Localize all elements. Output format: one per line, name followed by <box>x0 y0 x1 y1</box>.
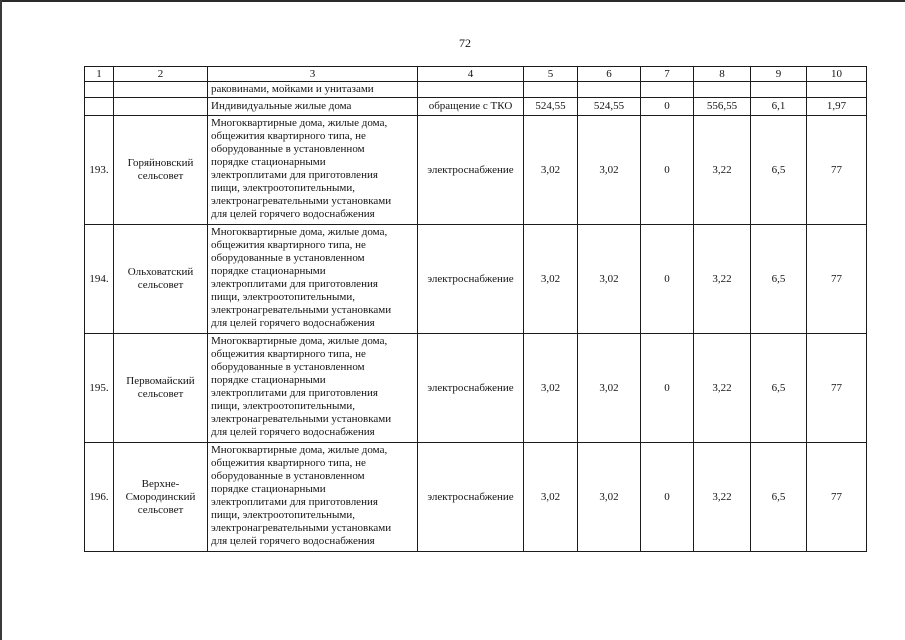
column-header: 1 <box>85 67 114 82</box>
table-row <box>85 116 867 225</box>
scan-edge-top <box>0 0 905 2</box>
service-cell: обращение с ТКО <box>418 98 524 116</box>
row-number-cell: 195. <box>85 334 114 443</box>
table-row <box>85 98 867 116</box>
row-number-cell: 196. <box>85 443 114 552</box>
service-cell: электроснабжение <box>418 116 524 225</box>
value-cell: 1,97 <box>807 98 867 116</box>
service-cell: электроснабжение <box>418 225 524 334</box>
data-table <box>84 66 867 552</box>
value-cell <box>751 82 807 98</box>
value-cell: 3,22 <box>694 225 751 334</box>
row-number-cell: 194. <box>85 225 114 334</box>
value-cell <box>694 82 751 98</box>
row-number-cell <box>85 98 114 116</box>
table-row <box>85 82 867 98</box>
table-row <box>85 443 867 552</box>
value-cell: 77 <box>807 334 867 443</box>
settlement-cell: Первомайский сельсовет <box>114 334 208 443</box>
column-header: 3 <box>208 67 418 82</box>
value-cell: 524,55 <box>524 98 578 116</box>
housing-type-cell: Многоквартирные дома, жилые дома, общежития квартирного типа, не оборудованные в установленном порядке стационарными электроплитами для приготовления пищи, электроотопительными, электронагревательными установками для целей горячего водоснабжения <box>208 116 418 225</box>
column-header: 6 <box>578 67 641 82</box>
table-row <box>85 334 867 443</box>
settlement-cell: Ольховатский сельсовет <box>114 225 208 334</box>
housing-type-cell: Многоквартирные дома, жилые дома, общежития квартирного типа, не оборудованные в установленном порядке стационарными электроплитами для приготовления пищи, электроотопительными, электронагревательными установками для целей горячего водоснабжения <box>208 225 418 334</box>
housing-type-cell: Многоквартирные дома, жилые дома, общежития квартирного типа, не оборудованные в установленном порядке стационарными электроплитами для приготовления пищи, электроотопительными, электронагревательными установками для целей горячего водоснабжения <box>208 334 418 443</box>
value-cell: 556,55 <box>694 98 751 116</box>
column-header: 7 <box>641 67 694 82</box>
value-cell: 3,02 <box>524 116 578 225</box>
value-cell <box>641 82 694 98</box>
service-cell: электроснабжение <box>418 443 524 552</box>
value-cell: 3,02 <box>524 334 578 443</box>
column-header: 4 <box>418 67 524 82</box>
value-cell: 3,22 <box>694 443 751 552</box>
value-cell: 6,5 <box>751 334 807 443</box>
housing-type-cell: раковинами, мойками и унитазами <box>208 82 418 98</box>
settlement-cell <box>114 82 208 98</box>
table-row <box>85 225 867 334</box>
row-number-cell <box>85 82 114 98</box>
column-header: 9 <box>751 67 807 82</box>
value-cell: 3,22 <box>694 116 751 225</box>
value-cell: 6,5 <box>751 225 807 334</box>
value-cell: 0 <box>641 443 694 552</box>
service-cell <box>418 82 524 98</box>
value-cell: 6,1 <box>751 98 807 116</box>
value-cell: 3,02 <box>578 225 641 334</box>
value-cell: 0 <box>641 225 694 334</box>
value-cell: 6,5 <box>751 116 807 225</box>
settlement-cell: Горяйновский сельсовет <box>114 116 208 225</box>
housing-type-cell: Индивидуальные жилые дома <box>208 98 418 116</box>
row-number-cell: 193. <box>85 116 114 225</box>
column-header: 5 <box>524 67 578 82</box>
value-cell: 3,02 <box>524 225 578 334</box>
settlement-cell: Верхне- Смородинский сельсовет <box>114 443 208 552</box>
scan-edge-left <box>0 0 2 640</box>
table-header-row <box>85 67 867 82</box>
value-cell: 77 <box>807 443 867 552</box>
value-cell: 524,55 <box>578 98 641 116</box>
value-cell: 77 <box>807 225 867 334</box>
housing-type-cell: Многоквартирные дома, жилые дома, общежития квартирного типа, не оборудованные в установленном порядке стационарными электроплитами для приготовления пищи, электроотопительными, электронагревательными установками для целей горячего водоснабжения <box>208 443 418 552</box>
value-cell: 0 <box>641 334 694 443</box>
column-header: 10 <box>807 67 867 82</box>
value-cell: 3,02 <box>578 443 641 552</box>
value-cell: 3,02 <box>578 334 641 443</box>
value-cell: 6,5 <box>751 443 807 552</box>
value-cell: 0 <box>641 98 694 116</box>
column-header: 8 <box>694 67 751 82</box>
value-cell <box>578 82 641 98</box>
value-cell: 0 <box>641 116 694 225</box>
page-number: 72 <box>459 36 471 50</box>
service-cell: электроснабжение <box>418 334 524 443</box>
value-cell: 77 <box>807 116 867 225</box>
value-cell: 3,22 <box>694 334 751 443</box>
value-cell: 3,02 <box>524 443 578 552</box>
settlement-cell <box>114 98 208 116</box>
value-cell <box>807 82 867 98</box>
value-cell <box>524 82 578 98</box>
column-header: 2 <box>114 67 208 82</box>
value-cell: 3,02 <box>578 116 641 225</box>
